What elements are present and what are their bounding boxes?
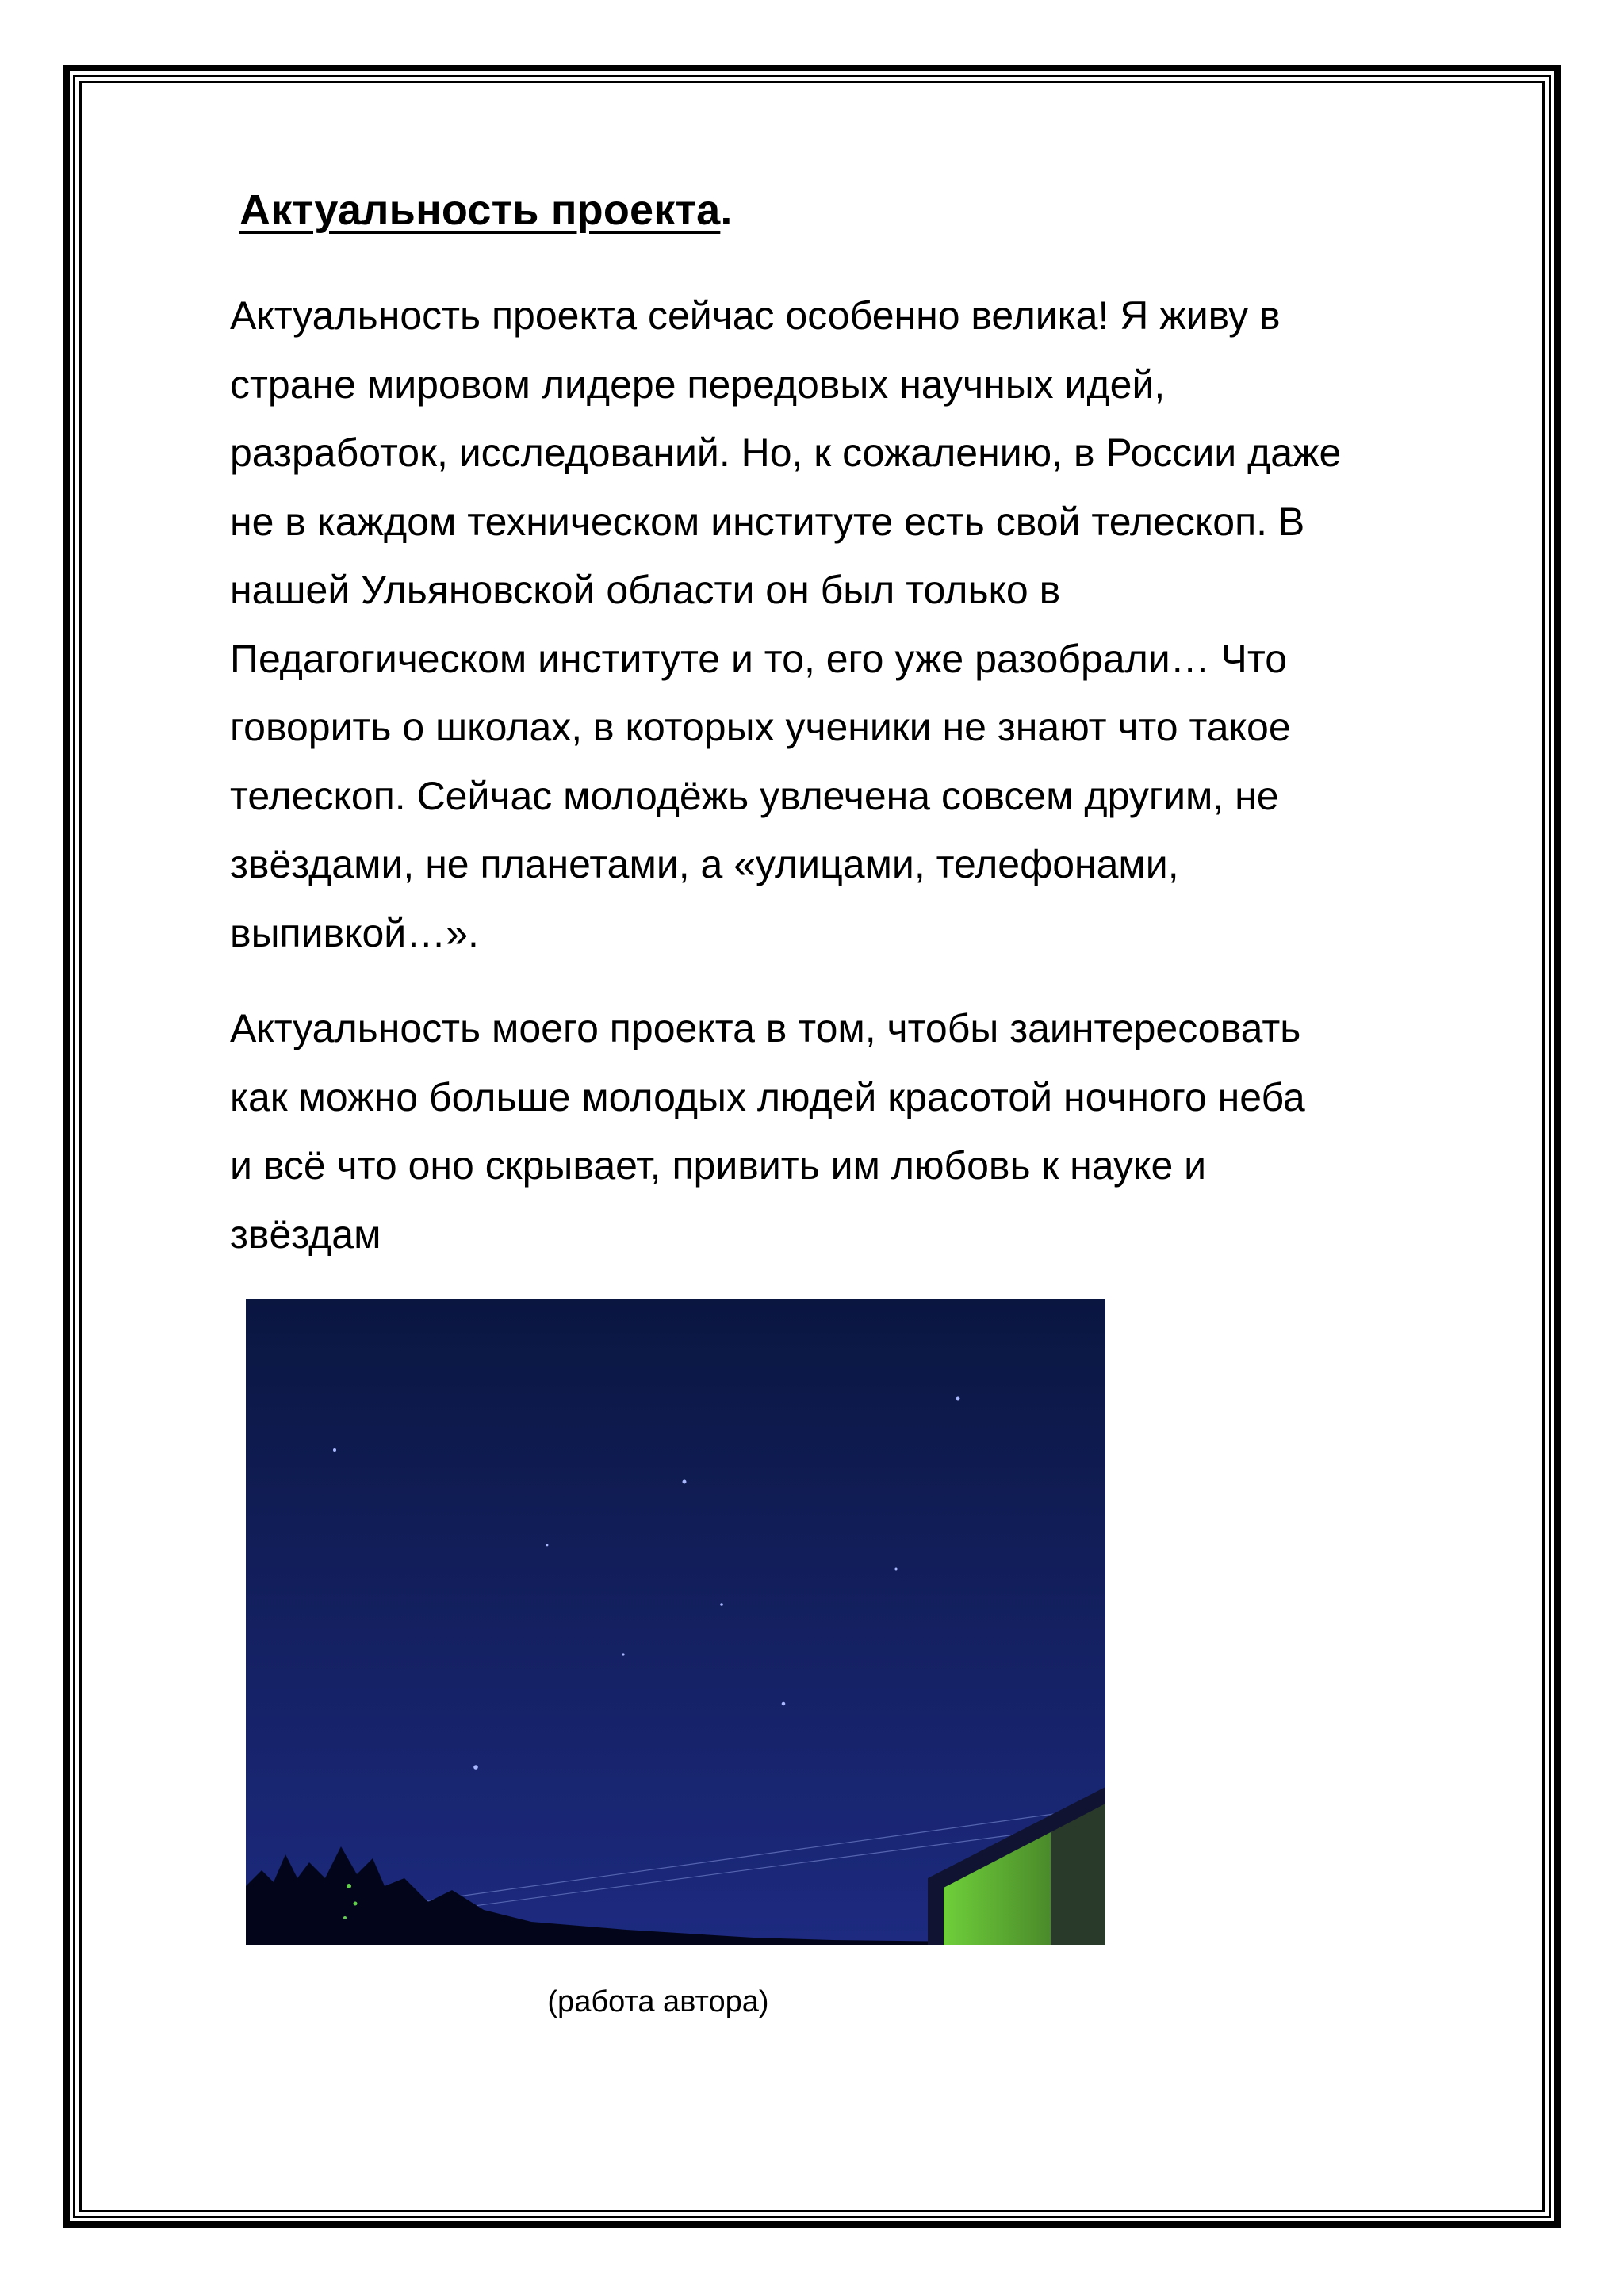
section-heading-text: Актуальность проекта: [239, 186, 721, 234]
paragraph-project-goal: Актуальность моего проекта в том, чтобы заинтересовать как можно больше молодых людей красотой ночного неба и всё что оно скрывает, привить им любовь к науке и звёздам: [230, 1006, 1305, 1257]
sky: [246, 1299, 1105, 1945]
photo-caption: (работа автора): [547, 1985, 769, 2019]
paragraph-relevance: Актуальность проекта сейчас особенно велика! Я живу в стране мировом лидере передовых научных идей, разработок, исследований. Но, к сожалению, в России даже не в каждом техническом институте есть свой телескоп. В нашей Ульяновской области он был только в Педагогическом институте и то, его уже разобрали… Что говорить о школах, в которых ученики не знают что такое телескоп. Сейчас молодёжь увлечена совсем другим, не звёздами, не планетами, а «улицами, телефонами, выпивкой…».: [230, 293, 1342, 955]
night-sky-photo: [246, 1299, 1105, 1945]
section-heading-period: .: [720, 186, 733, 234]
section-heading: [239, 182, 733, 238]
